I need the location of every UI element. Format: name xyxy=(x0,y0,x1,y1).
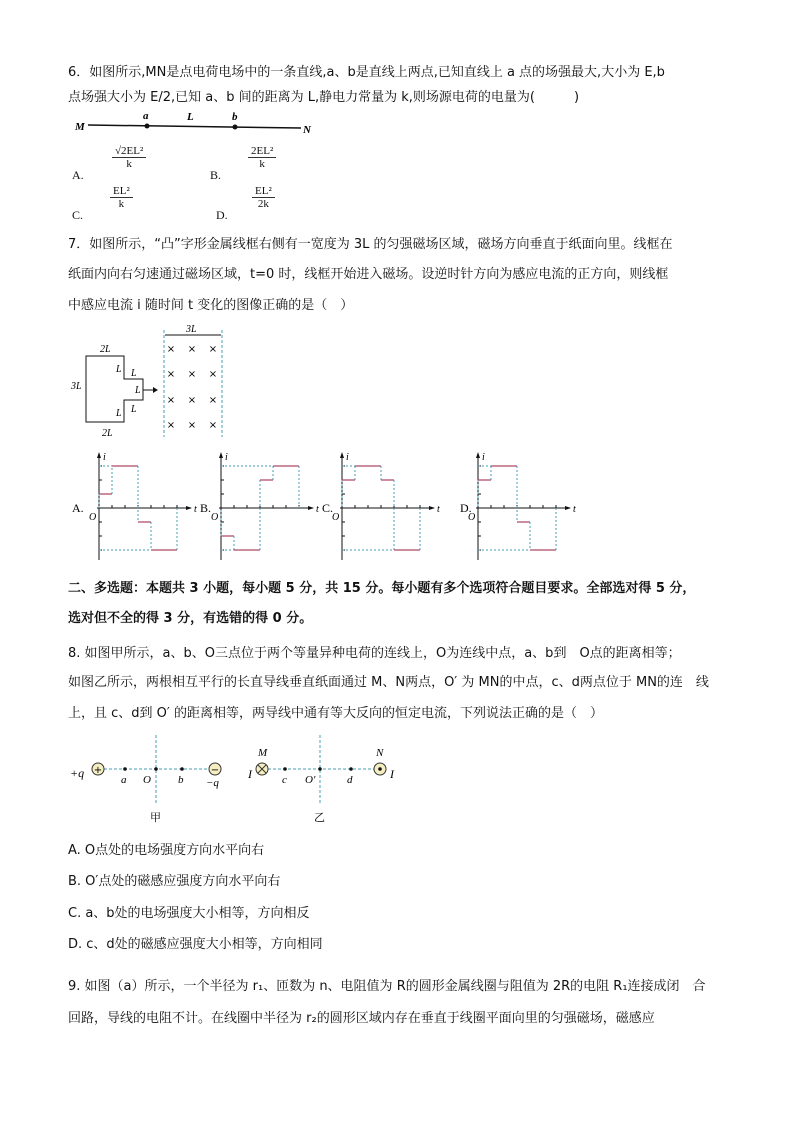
svg-text:L: L xyxy=(131,404,137,415)
arrow-right-icon xyxy=(565,506,571,510)
q8-option-c[interactable]: C. a、b处的电场强度大小相等，方向相反 xyxy=(68,906,310,921)
cross-icon: × xyxy=(166,369,176,380)
label-b: b xyxy=(232,111,238,123)
q6-mn-line-figure xyxy=(74,110,312,136)
arrow-up-icon xyxy=(97,452,101,458)
cross-icon: × xyxy=(208,420,218,431)
q7-stem-line2: 纸面内向右匀速通过磁场区域，t=0 时，线框开始进入磁场。设逆时针方向为感应电流的正方向，则线框 xyxy=(68,267,669,282)
option-label: A. xyxy=(72,501,84,515)
svg-text:c: c xyxy=(282,774,287,786)
label-M: M xyxy=(75,121,85,133)
i-axis-label: i xyxy=(103,452,106,463)
section2-heading-line1: 二、多选题：本题共 3 小题，每小题 5 分，共 15 分。每小题有多个选项符合题目要求。全部选对得 5 分， xyxy=(68,581,696,596)
q9-stem-line2: 回路，导线的电阻不计。在线圈中半径为 r₂的圆形区域内存在垂直于线圈平面向里的匀强磁场，磁感应 xyxy=(68,1011,655,1026)
arrow-up-icon xyxy=(340,452,344,458)
svg-text:I: I xyxy=(390,767,394,781)
i-axis-label: i xyxy=(346,452,349,463)
q6-option-c-label: C. xyxy=(72,208,84,222)
q8-stem-line2: 如图乙所示，两根相互平行的长直导线垂直纸面通过 M、N两点，O′ 为 MN的中点，c、d两点位于 MN的连 线 xyxy=(68,675,709,690)
q7-graph-option-b[interactable] xyxy=(200,452,319,560)
t-axis-label: t xyxy=(316,504,319,515)
cross-icon: × xyxy=(166,344,176,355)
svg-text:+q: +q xyxy=(70,766,85,780)
cross-icon: × xyxy=(187,395,197,406)
q8-stem-line1: 8. 如图甲所示，a、b、O三点位于两个等量异种电荷的连线上，O为连线中点，a、b到 O点的距离相等； xyxy=(68,646,681,661)
magnetic-field-crosses xyxy=(167,344,217,431)
svg-text:L: L xyxy=(135,385,141,396)
svg-text:d: d xyxy=(347,774,353,786)
svg-text:L: L xyxy=(116,364,122,375)
q6-option-b-label: B. xyxy=(210,168,222,182)
origin-label: O xyxy=(89,512,97,523)
arrow-up-icon xyxy=(219,452,223,458)
cross-icon: × xyxy=(208,344,218,355)
svg-text:b: b xyxy=(178,774,184,786)
svg-text:N: N xyxy=(376,747,384,759)
option-label: C. xyxy=(322,501,334,515)
q8-option-a[interactable]: A. O点处的电场强度方向水平向右 xyxy=(68,843,265,858)
label-N: N xyxy=(303,124,311,136)
cross-icon: × xyxy=(187,344,197,355)
option-label: B. xyxy=(200,501,212,515)
svg-text:−: − xyxy=(210,765,220,776)
t-axis-label: t xyxy=(573,504,576,515)
q7-graph-option-d[interactable] xyxy=(460,452,576,560)
q6-option-d[interactable]: $\frac{\text{EL²}}{2k}$ xyxy=(252,185,275,210)
arrow-right-icon xyxy=(308,506,314,510)
q8-stem-line3: 上，且 c、d到 O′ 的距离相等，两导线中通有等大反向的恒定电流，下列说法正确的是（ ） xyxy=(68,706,603,721)
i-axis-label: i xyxy=(225,452,228,463)
q6-option-a[interactable]: $\frac{\text{√2EL²}}{k}$ xyxy=(112,145,146,170)
q7-graph-option-c[interactable] xyxy=(322,452,440,560)
cross-icon: × xyxy=(187,369,197,380)
q6-option-c[interactable]: $\frac{\text{EL²}}{k}$ xyxy=(110,185,133,210)
q8-option-d[interactable]: D. c、d处的磁感应强度大小相等，方向相同 xyxy=(68,937,323,952)
q7-frame-figure xyxy=(70,324,222,439)
origin-label: O xyxy=(332,512,340,523)
q8-option-b[interactable]: B. O′点处的磁感应强度方向水平向右 xyxy=(68,874,281,889)
arrow-up-icon xyxy=(476,452,480,458)
label-L: L xyxy=(187,111,194,123)
q7-graph-options xyxy=(72,452,576,560)
option-label: D. xyxy=(460,501,472,515)
svg-text:M: M xyxy=(258,747,268,759)
q7-stem-line3: 中感应电流 i 随时间 t 变化的图像正确的是（ ） xyxy=(68,298,354,313)
q6-option-d-label: D. xyxy=(216,208,228,222)
cross-icon: × xyxy=(208,369,218,380)
svg-text:乙: 乙 xyxy=(314,811,325,824)
svg-text:甲: 甲 xyxy=(150,811,161,824)
q6-option-b[interactable]: $\frac{\text{2EL²}}{k}$ xyxy=(248,145,276,170)
q8-figure-yi xyxy=(247,735,395,824)
q7-stem-line1: 7．如图所示，“凸”字形金属线框右侧有一宽度为 3L 的匀强磁场区域，磁场方向垂直于纸面向里。线框在 xyxy=(68,237,673,252)
section2-heading-line2: 选对但不全的得 3 分，有选错的得 0 分。 xyxy=(68,611,313,626)
svg-text:L: L xyxy=(116,408,122,419)
origin-label: O xyxy=(211,512,219,523)
point-a xyxy=(145,124,150,129)
point-b xyxy=(233,125,238,130)
svg-text:−q: −q xyxy=(206,777,219,789)
label-a: a xyxy=(143,110,149,122)
q6-option-a-label: A. xyxy=(72,168,84,182)
motion-arrow-icon xyxy=(153,387,158,393)
svg-text:O: O xyxy=(143,774,151,786)
svg-text:2L: 2L xyxy=(102,428,113,439)
arrow-right-icon xyxy=(186,506,192,510)
svg-text:L: L xyxy=(131,368,137,379)
q7-graph-option-a[interactable] xyxy=(72,452,197,560)
cross-icon: × xyxy=(208,395,218,406)
q8-figure-jia xyxy=(70,735,221,824)
svg-text:+: + xyxy=(93,765,103,776)
t-axis-label: t xyxy=(194,504,197,515)
svg-text:3L: 3L xyxy=(186,324,197,335)
t-axis-label: t xyxy=(437,504,440,515)
svg-text:3L: 3L xyxy=(71,381,82,392)
svg-text:2L: 2L xyxy=(100,344,111,355)
svg-text:a: a xyxy=(121,774,127,786)
origin-label: O xyxy=(468,512,476,523)
q6-stem-line2: 点场强大小为 E/2,已知 a、b 间的距离为 L,静电力常量为 k,则场源电荷的电量为( ) xyxy=(68,90,580,105)
cross-icon: × xyxy=(166,395,176,406)
svg-text:O′: O′ xyxy=(305,774,316,786)
cross-icon: × xyxy=(166,420,176,431)
i-axis-label: i xyxy=(482,452,485,463)
q9-stem-line1: 9. 如图（a）所示，一个半径为 r₁、匝数为 n、电阻值为 R的圆形金属线圈与阻值为 2R的电阻 R₁连接成闭 合 xyxy=(68,979,706,994)
arrow-right-icon xyxy=(429,506,435,510)
q6-stem-line1: 6．如图所示,MN是点电荷电场中的一条直线,a、b是直线上两点,已知直线上 a 点的场强最大,大小为 E,b xyxy=(68,65,665,80)
svg-text:I: I xyxy=(248,767,252,781)
cross-icon: × xyxy=(187,420,197,431)
